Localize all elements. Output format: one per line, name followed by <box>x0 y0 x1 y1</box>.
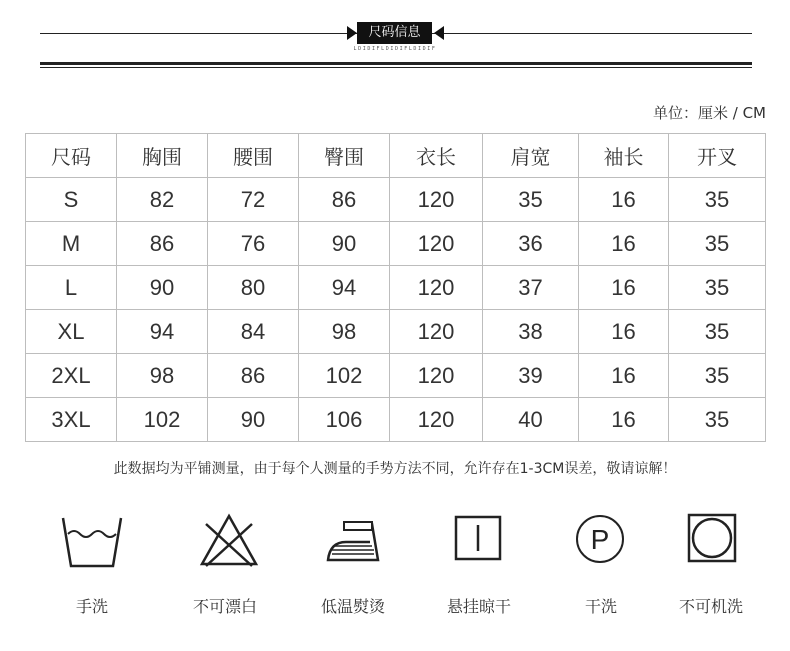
care-label-hand-wash: 手洗 <box>75 597 108 616</box>
header-flag-left-icon <box>347 26 357 40</box>
table-cell: 16 <box>579 266 669 310</box>
table-cell: 120 <box>390 354 483 398</box>
table-cell: 86 <box>117 222 208 266</box>
table-cell: 86 <box>299 178 390 222</box>
table-cell: 84 <box>208 310 299 354</box>
table-cell: 38 <box>483 310 579 354</box>
table-cell: 35 <box>483 178 579 222</box>
table-cell: 82 <box>117 178 208 222</box>
table-row <box>26 178 766 222</box>
column-header: 臀围 <box>299 134 390 178</box>
table-cell: 35 <box>669 222 766 266</box>
no-bleach-icon <box>174 512 284 568</box>
column-header: 尺码 <box>26 134 117 178</box>
table-row <box>26 266 766 310</box>
table-cell: 94 <box>299 266 390 310</box>
column-header: 袖长 <box>579 134 669 178</box>
table-cell: 39 <box>483 354 579 398</box>
no-machine-wash-icon <box>657 512 767 564</box>
table-row <box>26 354 766 398</box>
table-cell: 35 <box>669 178 766 222</box>
svg-text:P: P <box>590 524 610 555</box>
table-cell: M <box>26 222 117 266</box>
table-cell: XL <box>26 310 117 354</box>
column-header: 腰围 <box>208 134 299 178</box>
table-cell: 80 <box>208 266 299 310</box>
table-cell: 86 <box>208 354 299 398</box>
table-cell: 16 <box>579 222 669 266</box>
table-cell: 90 <box>299 222 390 266</box>
table-cell: 16 <box>579 398 669 442</box>
header-divider-thin <box>40 67 752 68</box>
column-header: 衣长 <box>390 134 483 178</box>
table-cell: 76 <box>208 222 299 266</box>
hand-wash-icon <box>37 512 147 572</box>
column-header: 肩宽 <box>483 134 579 178</box>
table-cell: 120 <box>390 222 483 266</box>
table-cell: 16 <box>579 354 669 398</box>
table-cell: 102 <box>117 398 208 442</box>
header-rule-right <box>432 33 752 34</box>
header-divider-thick <box>40 62 752 65</box>
care-label-line-dry: 悬挂晾干 <box>446 597 511 616</box>
table-cell: 72 <box>208 178 299 222</box>
table-cell: 90 <box>208 398 299 442</box>
table-cell: 35 <box>669 354 766 398</box>
table-cell: 35 <box>669 266 766 310</box>
table-cell: 37 <box>483 266 579 310</box>
low-iron-icon <box>299 512 409 568</box>
table-cell: 40 <box>483 398 579 442</box>
header-flag-right-icon <box>434 26 444 40</box>
table-cell: 98 <box>299 310 390 354</box>
header-subtitle: LDIDIFLDIDIFLDIDIF <box>353 46 437 52</box>
table-row <box>26 398 766 442</box>
table-cell: 102 <box>299 354 390 398</box>
table-cell: 36 <box>483 222 579 266</box>
care-label-no-machine-wash: 不可机洗 <box>678 597 743 616</box>
table-cell: 16 <box>579 310 669 354</box>
table-row <box>26 222 766 266</box>
table-cell: 3XL <box>26 398 117 442</box>
table-cell: 106 <box>299 398 390 442</box>
table-cell: 98 <box>117 354 208 398</box>
line-dry-icon <box>423 512 533 562</box>
unit-label: 单位：厘米 / CM <box>652 104 766 122</box>
care-label-dry-clean: 干洗 <box>584 597 617 616</box>
table-cell: 120 <box>390 398 483 442</box>
table-cell: 120 <box>390 310 483 354</box>
table-row <box>26 310 766 354</box>
column-header: 胸围 <box>117 134 208 178</box>
dry-clean-icon <box>545 512 655 564</box>
size-table <box>25 133 766 442</box>
table-cell: 2XL <box>26 354 117 398</box>
care-label-no-bleach: 不可漂白 <box>192 597 257 616</box>
header-rule-left <box>40 33 357 34</box>
table-cell: 120 <box>390 178 483 222</box>
table-cell: 16 <box>579 178 669 222</box>
table-cell: 35 <box>669 398 766 442</box>
table-cell: L <box>26 266 117 310</box>
table-cell: 35 <box>669 310 766 354</box>
measurement-note: 此数据均为平铺测量，由于每个人测量的手势方法不同，允许存在1-3CM误差，敬请谅解！ <box>113 461 677 477</box>
care-label-low-iron: 低温熨烫 <box>320 597 385 616</box>
table-cell: 120 <box>390 266 483 310</box>
table-header-row <box>26 134 766 178</box>
table-cell: 90 <box>117 266 208 310</box>
table-cell: S <box>26 178 117 222</box>
table-cell: 94 <box>117 310 208 354</box>
page-title: 尺码信息 <box>357 22 432 44</box>
column-header: 开叉 <box>669 134 766 178</box>
